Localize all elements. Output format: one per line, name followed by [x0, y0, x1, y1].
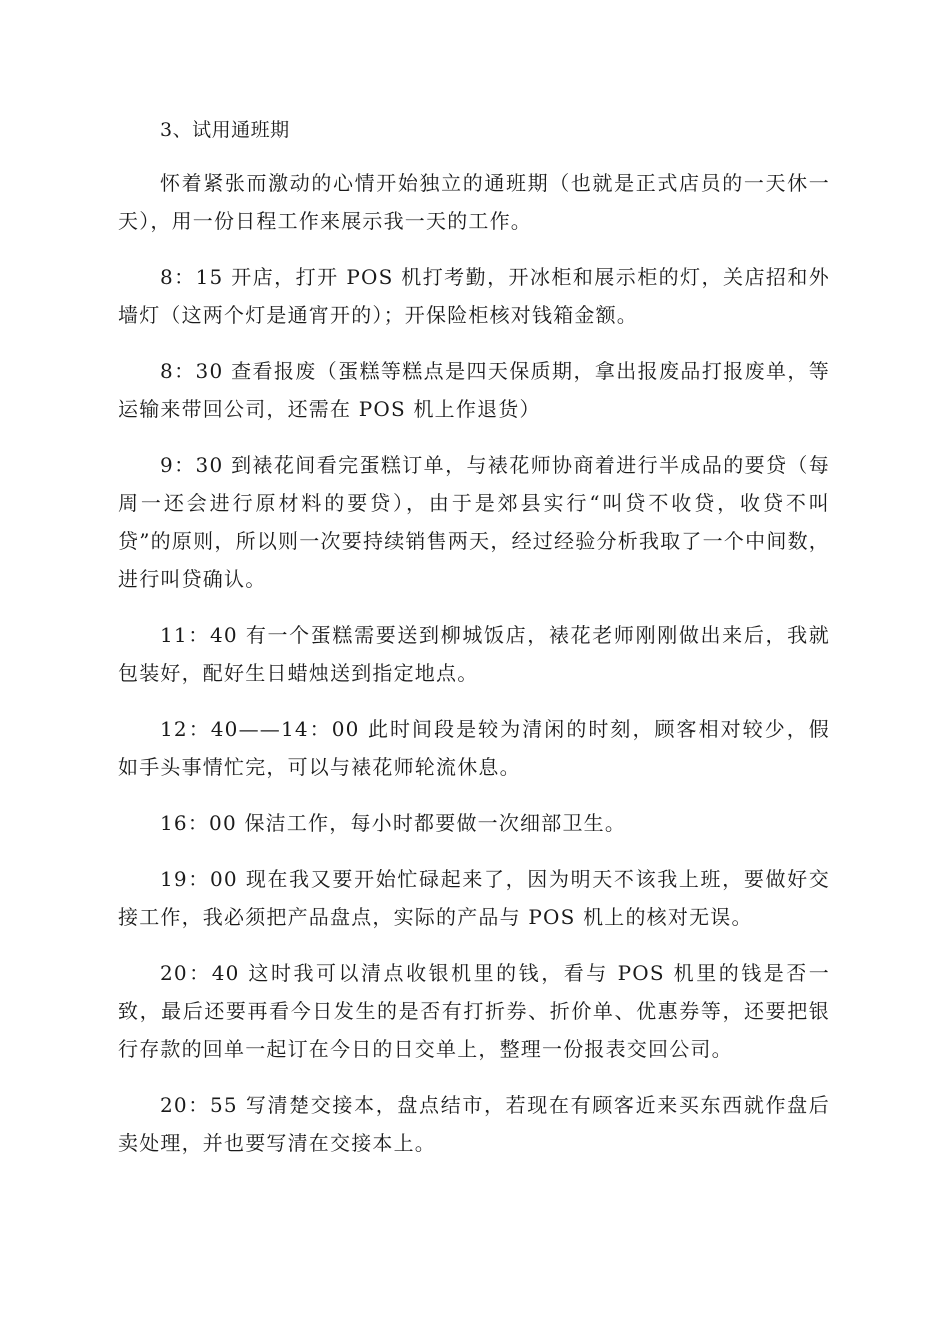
- paragraph-2055: 20：55 写清楚交接本，盘点结市，若现在有顾客近来买东西就作盘后卖处理，并也要写清在交接本上。: [118, 1093, 830, 1155]
- paragraph-0830: 8：30 查看报废（蛋糕等糕点是四天保质期，拿出报废品打报废单，等运输来带回公司，还需在 POS 机上作退货）: [118, 359, 830, 421]
- paragraph-2040: 20：40 这时我可以清点收银机里的钱，看与 POS 机里的钱是否一致，最后还要再看今日发生的是否有打折券、折价单、优惠券等，还要把银行存款的回单一起订在今日的日交单上，整理一份报表交回公司。: [118, 961, 830, 1061]
- document-body: [118, 112, 830, 1180]
- paragraph-0815: 8：15 开店，打开 POS 机打考勤，开冰柜和展示柜的灯，关店招和外墙灯（这两个灯是通宵开的）；开保险柜核对钱箱金额。: [118, 265, 830, 327]
- paragraph-1140: 11：40 有一个蛋糕需要送到柳城饭店，裱花老师刚刚做出来后，我就包装好，配好生日蜡烛送到指定地点。: [118, 623, 830, 685]
- section-heading: 3、试用通班期: [160, 119, 290, 141]
- paragraph-1240: 12：40——14：00 此时间段是较为清闲的时刻，顾客相对较少，假如手头事情忙完，可以与裱花师轮流休息。: [118, 717, 830, 779]
- paragraph-1600: 16：00 保洁工作，每小时都要做一次细部卫生。: [160, 811, 627, 835]
- paragraph-intro: 怀着紧张而激动的心情开始独立的通班期（也就是正式店员的一天休一天），用一份日程工作来展示我一天的工作。: [118, 171, 830, 233]
- paragraph-1900: 19：00 现在我又要开始忙碌起来了，因为明天不该我上班，要做好交接工作，我必须把产品盘点，实际的产品与 POS 机上的核对无误。: [118, 867, 830, 929]
- paragraph-0930: 9：30 到裱花间看完蛋糕订单，与裱花师协商着进行半成品的要贷（每周一还会进行原材料的要贷），由于是郊县实行“叫贷不收贷，收贷不叫贷”的原则，所以则一次要持续销售两天，经过经验分析我取了一个中间数，进行叫贷确认。: [118, 453, 830, 591]
